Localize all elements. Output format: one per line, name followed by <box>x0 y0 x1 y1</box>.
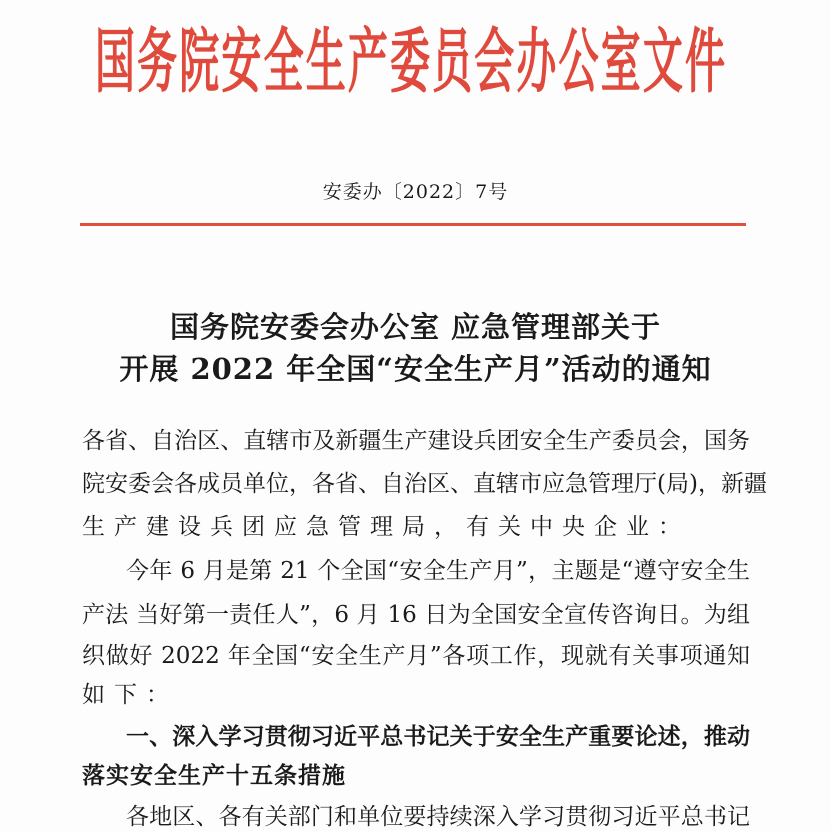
masthead <box>95 6 725 106</box>
masthead-char: 公 <box>558 21 599 103</box>
section-heading: 落实安全生产十五条措施 <box>82 763 346 789</box>
red-divider <box>80 223 746 226</box>
masthead-char: 生 <box>305 21 346 103</box>
masthead-char: 员 <box>432 21 473 103</box>
body-line: 产法 当好第一责任人”，6 月 16 日为全国安全宣传咨询日。为组 <box>82 602 750 628</box>
masthead-char: 国 <box>95 21 135 103</box>
body-line: 织做好 2022 年全国“安全生产月”各项工作，现就有关事项通知 <box>82 643 750 669</box>
section-heading: 一、深入学习贯彻习近平总书记关于安全生产重要论述，推动 <box>126 724 750 750</box>
document-number: 安委办〔2022〕7号 <box>322 181 509 203</box>
masthead-char: 室 <box>600 21 641 103</box>
title-line-2: 开展 2022 年全国“安全生产月”活动的通知 <box>119 352 712 386</box>
body-line: 如下： <box>82 682 178 708</box>
body-line: 今年 6 月是第 21 个全国“安全生产月”，主题是“遵守安全生 <box>126 558 750 584</box>
masthead-char: 会 <box>474 21 515 103</box>
masthead-char: 办 <box>516 21 557 103</box>
masthead-char: 全 <box>263 21 304 103</box>
masthead-char: 院 <box>179 21 220 103</box>
body-line: 各地区、各有关部门和单位要持续深入学习贯彻习近平总书记 <box>126 804 750 830</box>
masthead-char: 委 <box>389 21 430 103</box>
masthead-char: 安 <box>221 21 262 103</box>
masthead-char: 产 <box>347 21 388 103</box>
masthead-char: 务 <box>137 21 178 103</box>
masthead-char: 件 <box>684 21 725 103</box>
body-line: 院安委会各成员单位，各省、自治区、直辖市应急管理厅(局)，新疆 <box>82 471 767 497</box>
body-line: 各省、自治区、直辖市及新疆生产建设兵团安全生产委员会，国务 <box>82 428 750 454</box>
masthead-char: 文 <box>642 21 683 103</box>
title-line-1: 国务院安委会办公室 应急管理部关于 <box>169 310 662 344</box>
body-line: 生产建设兵团应急管理局，有关中央企业： <box>82 514 690 540</box>
